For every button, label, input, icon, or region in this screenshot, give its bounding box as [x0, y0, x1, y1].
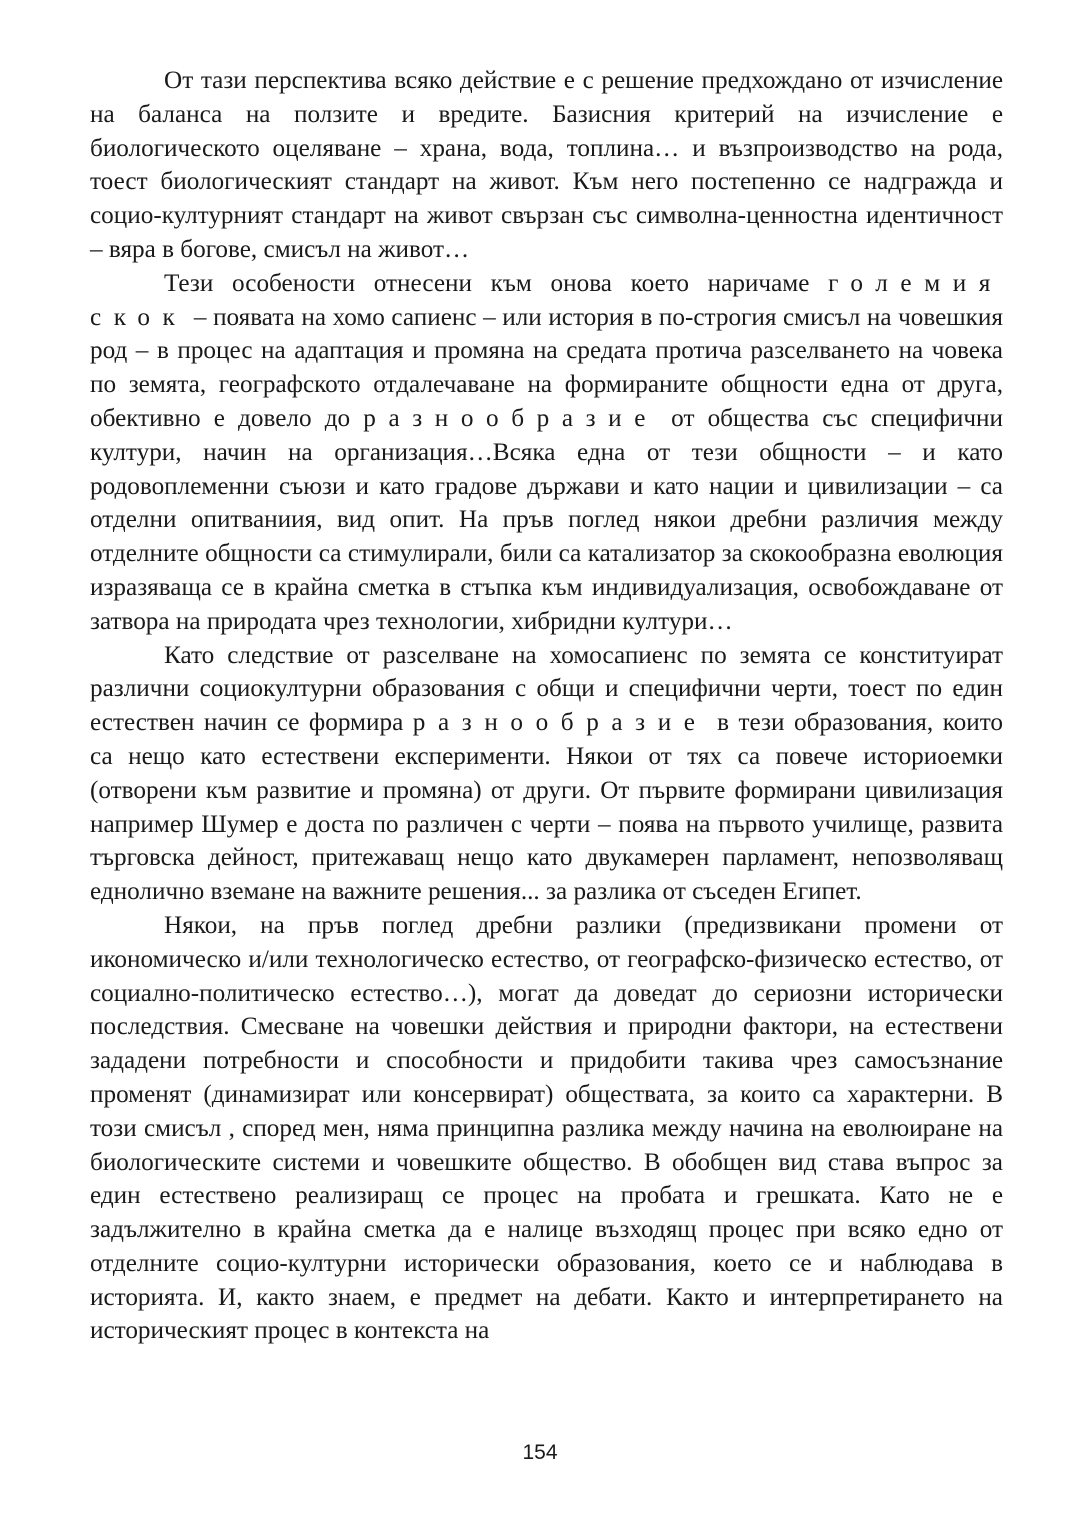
emphasis-raznoobrazie: разнообразие — [363, 404, 659, 432]
paragraph-2 — [90, 267, 1003, 639]
paragraph-3-text-end: в тези образования, които са нещо като естествени експерименти. Някои от тях са повече историоемки (отворени към развитие и промяна) от други. От първите формирани цивилизация например Шумер е доста по различен с черти – поява на първото училище, развита търговска дейност, притежаващ нещо като двукамерен парламент, непозволяващ еднолично вземане на важните решения... за разлика от съседен Египет. — [90, 709, 1003, 906]
paragraph-4 — [90, 909, 1003, 1348]
emphasis-raznoobrazie-2: разнообразие — [412, 709, 708, 737]
paragraph-2-text-start: Тези особености отнесени към онова което наричаме — [164, 269, 829, 297]
paragraph-2-text-end: от общества със специфични култури, начин на организация…Всяка една от тези общности – и като родовоплеменни съюзи и като градове държави и като нации и цивилизации – са отделни опитваниия, вид опит. На пръв поглед някои дребни различия между отделните общности са стимулирали, били са катализатор за скокообразна еволюция изразяваща се в крайна сметка в стъпка към индивидуализация, освобождаване от затвора на природата чрез технологии, хибридни култури… — [90, 404, 1003, 635]
document-page — [90, 64, 1003, 1348]
paragraph-2-text-middle: – появата на хомо сапиенс – или история в по-строгия смисъл на човешкия род – в процес на адаптация и промяна на средата протича разселването на човека по земята, географското отдалечаване на формираните общности една от друга, обективно е довело до — [90, 303, 1003, 432]
emphasis-golemiya-skok: големия скок — [90, 269, 1003, 331]
paragraph-1 — [90, 64, 1003, 267]
page-number: 154 — [522, 1441, 558, 1464]
paragraph-4-text: Някои, на пръв поглед дребни разлики (предизвикани промени от икономическо и/или технологическо естество, от географско-физическо естество, от социално-политическо естество…), могат да доведат до сериозни исторически последствия. Смесване на човешки действия и природни фактори, на естествени зададени потребности и способности и придобити такива чрез самосъзнание променят (динамизират или консервират) обществата, за които са характерни. В този смисъл , според мен, няма принципна разлика между начина на еволюиране на биологическите системи и човешките общество. В обобщен вид става въпрос за един естествено реализиращ се процес на пробата и грешката. Като не е задължително в крайна сметка да е налице възходящ процес при всяко едно от отделните социо-културни исторически образования, което се и наблюдава в историята. И, както знаем, е предмет на дебати. Както и интерпретирането на историческият процес в контекста на — [90, 911, 1003, 1345]
paragraph-1-text: От тази перспектива всяко действие е с решение предхождано от изчисление на баланса на ползите и вредите. Базисния критерий на изчисление е биологическото оцеляване – храна, вода, топлина… и възпроизводство на рода, тоест биологическият стандарт на живот. Към него постепенно се надгражда и социо-културният стандарт на живот свързан със символна-ценностна идентичност – вяра в богове, смисъл на живот… — [90, 67, 1003, 263]
paragraph-3-text-start: Като следствие от разселване на хомосапиенс по земята се конституират различни социокултурни образования с общи и специфични черти, тоест по един естествен начин се формира — [90, 641, 1003, 737]
paragraph-3 — [90, 639, 1003, 909]
